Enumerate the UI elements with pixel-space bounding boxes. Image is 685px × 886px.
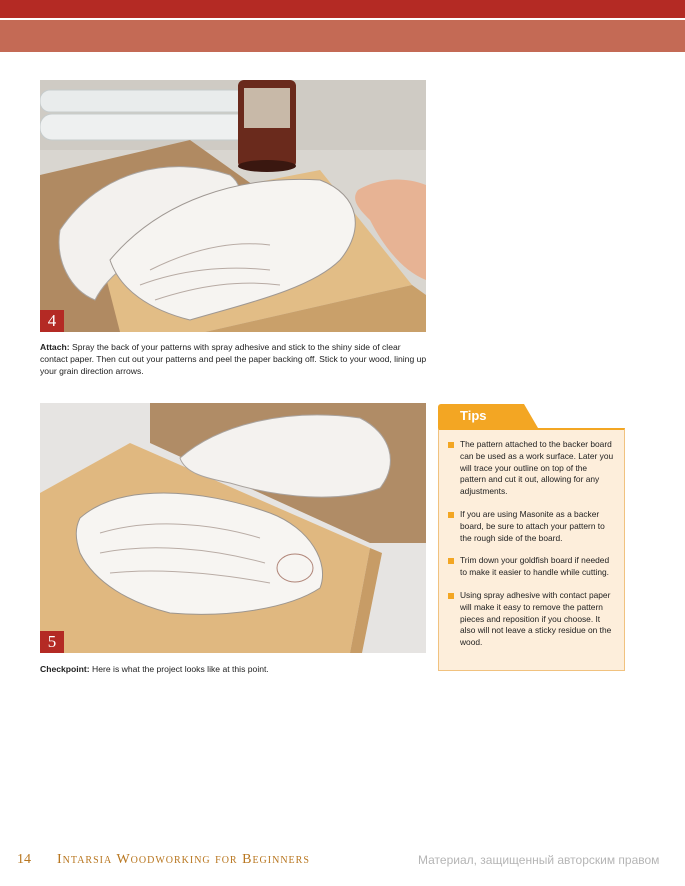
step-number-badge: 4 <box>40 310 64 332</box>
tip-text: If you are using Masonite as a backer board, be sure to attach your pattern to the rough side of the board. <box>460 508 605 543</box>
goldfish-pattern-attach-image <box>40 80 426 332</box>
tip-text: Using spray adhesive with contact paper will make it easy to remove the pattern pieces and reposition if you choose. It also will not leave a sticky residue on the wood. <box>460 589 612 648</box>
tips-box <box>438 428 625 671</box>
step-4-caption <box>40 341 430 377</box>
tips-sidebar <box>438 404 625 671</box>
square-bullet-icon <box>448 512 454 518</box>
square-bullet-icon <box>448 442 454 448</box>
tip-text: Trim down your goldfish board if needed to make it easier to handle while cutting. <box>460 555 610 578</box>
square-bullet-icon <box>448 593 454 599</box>
goldfish-pattern-checkpoint-image <box>40 403 426 653</box>
caption-text: Here is what the project looks like at this point. <box>89 664 269 674</box>
page-number: 14 <box>17 852 31 867</box>
header-bar <box>0 0 685 18</box>
tip-text: The pattern attached to the backer board can be used as a work surface. Later you will trace your outline on top of the pattern and cut it out, allowing for any adjustments. <box>460 439 614 497</box>
step-number-badge: 5 <box>40 631 64 653</box>
square-bullet-icon <box>448 558 454 564</box>
step-5-caption <box>40 663 430 675</box>
tip-item <box>448 509 614 544</box>
caption-lead: Checkpoint: <box>40 664 90 674</box>
step-5-photo <box>40 403 426 653</box>
tip-item <box>448 439 614 498</box>
caption-text: Spray the back of your patterns with spray adhesive and stick to the shiny side of clear contact paper. Then cut out your patterns and peel the paper backing off. Stick to your wood, lining up your grain direction arrows. <box>40 342 427 376</box>
book-title: Intarsia Woodworking for Beginners <box>57 852 310 867</box>
header-band <box>0 20 685 52</box>
copyright-watermark: Материал, защищенный авторским правом <box>418 853 660 867</box>
tips-list <box>448 439 614 649</box>
tips-title: Tips <box>438 404 524 428</box>
step-4-photo <box>40 80 426 332</box>
tip-item <box>448 555 614 579</box>
caption-lead: Attach: <box>40 342 70 352</box>
tip-item <box>448 590 614 649</box>
